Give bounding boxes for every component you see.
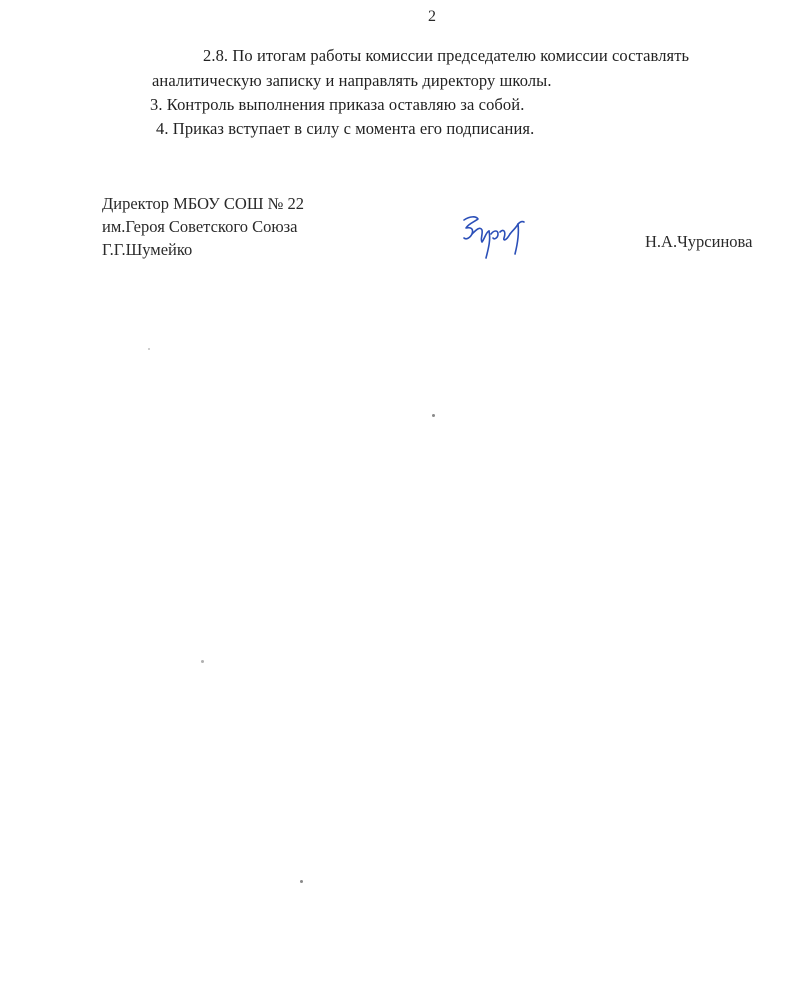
signer-position-line: Директор МБОУ СОШ № 22 <box>102 194 304 213</box>
signer-position-line: Г.Г.Шумейко <box>102 240 193 259</box>
signer-position-line: им.Героя Советского Союза <box>102 217 298 236</box>
page-number: 2 <box>428 8 436 25</box>
scan-speck <box>300 880 303 883</box>
scan-speck <box>148 348 150 350</box>
body-line-3: 3. Контроль выполнения приказа оставляю за собой. <box>150 95 525 114</box>
signer-position-block <box>102 192 304 261</box>
body-line-2-8-cont: аналитическую записку и направлять директору школы. <box>152 71 552 90</box>
scan-speck <box>432 414 435 417</box>
scan-speck <box>201 660 204 663</box>
signer-name: Н.А.Чурсинова <box>645 232 753 251</box>
handwritten-signature <box>458 210 532 262</box>
body-line-2-8: 2.8. По итогам работы комиссии председателю комиссии составлять <box>203 46 690 65</box>
body-line-4: 4. Приказ вступает в силу с момента его подписания. <box>156 119 535 138</box>
